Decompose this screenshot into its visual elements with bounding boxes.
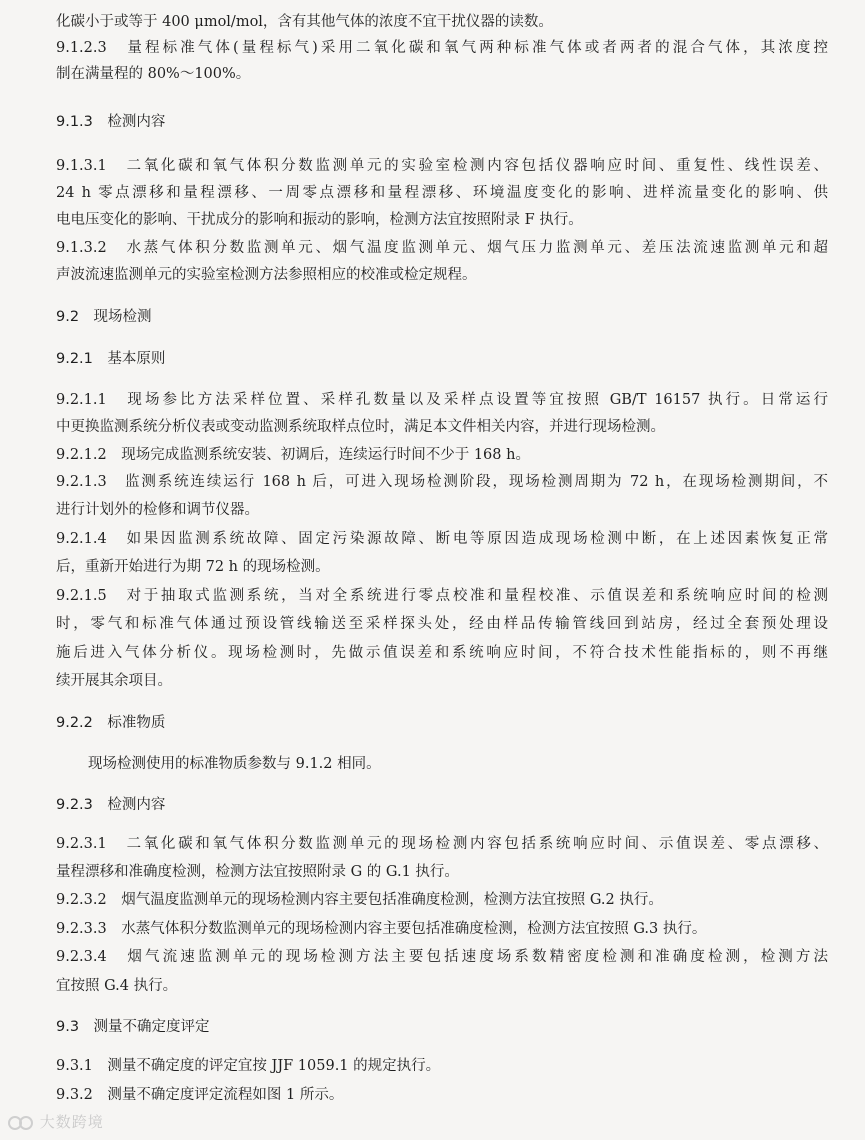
text-line: 24 h 零点漂移和量程漂移、一周零点漂移和量程漂移、环境温度变化的影响、进样流量变化的影响、供 bbox=[56, 185, 828, 201]
text-line: 量程漂移和准确度检测，检测方法宜按照附录 G 的 G.1 执行。 bbox=[56, 864, 459, 880]
text-line: 化碳小于或等于 400 μmol/mol，含有其他气体的浓度不宜干扰仪器的读数。 bbox=[56, 14, 553, 30]
clause-line: 9.2.1.3 监测系统连续运行 168 h 后，可进入现场检测阶段，现场检测周期为 72 h，在现场检测期间，不 bbox=[56, 474, 828, 490]
text-line: 中更换监测系统分析仪表或变动监测系统取样点位时，满足本文件相关内容，并进行现场检测。 bbox=[56, 419, 665, 435]
section-heading: 9.2.3 检测内容 bbox=[56, 797, 166, 813]
text-line: 施后进入气体分析仪。现场检测时，先做示值误差和系统响应时间，不符合技术性能指标的，则不再继 bbox=[56, 645, 828, 661]
text-line: 电电压变化的影响、干扰成分的影响和振动的影响，检测方法宜按照附录 F 执行。 bbox=[56, 212, 583, 228]
clause-line: 9.1.2.3 量程标准气体(量程标气)采用二氧化碳和氧气两种标准气体或者两者的混合气体，其浓度控 bbox=[56, 40, 828, 56]
clause-line: 9.1.3.2 水蒸气体积分数监测单元、烟气温度监测单元、烟气压力监测单元、差压法流速监测单元和超 bbox=[56, 240, 828, 256]
text-line: 制在满量程的 80%～100%。 bbox=[56, 66, 251, 82]
clause-line: 9.2.1.2 现场完成监测系统安装、初调后，连续运行时间不少于 168 h。 bbox=[56, 447, 530, 463]
watermark-logo-icon bbox=[8, 1114, 34, 1132]
section-heading: 9.2.1 基本原则 bbox=[56, 351, 166, 367]
clause-line: 9.1.3.1 二氧化碳和氧气体积分数监测单元的实验室检测内容包括仪器响应时间、重复性、线性误差、 bbox=[56, 158, 828, 174]
text-line: 宜按照 G.4 执行。 bbox=[56, 978, 178, 994]
paragraph-line: 现场检测使用的标准物质参数与 9.1.2 相同。 bbox=[88, 756, 381, 772]
text-line: 声波流速监测单元的实验室检测方法参照相应的校准或检定规程。 bbox=[56, 267, 477, 283]
clause-line: 9.2.1.1 现场参比方法采样位置、采样孔数量以及采样点设置等宜按照 GB/T 16157 执行。日常运行 bbox=[56, 392, 828, 408]
clause-line: 9.3.1 测量不确定度的评定宜按 JJF 1059.1 的规定执行。 bbox=[56, 1058, 441, 1074]
clause-line: 9.2.3.2 烟气温度监测单元的现场检测内容主要包括准确度检测，检测方法宜按照 G.2 执行。 bbox=[56, 892, 663, 908]
clause-line: 9.2.3.3 水蒸气体积分数监测单元的现场检测内容主要包括准确度检测，检测方法宜按照 G.3 执行。 bbox=[56, 921, 707, 937]
section-heading: 9.3 测量不确定度评定 bbox=[56, 1019, 210, 1035]
text-line: 时，零气和标准气体通过预设管线输送至采样探头处，经由样品传输管线回到站房，经过全套预处理设 bbox=[56, 616, 828, 632]
section-heading: 9.2.2 标准物质 bbox=[56, 715, 166, 731]
text-line: 续开展其余项目。 bbox=[56, 673, 172, 689]
clause-line: 9.2.1.5 对于抽取式监测系统，当对全系统进行零点校准和量程校准、示值误差和系统响应时间的检测 bbox=[56, 588, 828, 604]
text-line: 进行计划外的检修和调节仪器。 bbox=[56, 502, 259, 518]
text-line: 后，重新开始进行为期 72 h 的现场检测。 bbox=[56, 559, 330, 575]
section-heading: 9.1.3 检测内容 bbox=[56, 114, 166, 130]
clause-line: 9.2.3.1 二氧化碳和氧气体积分数监测单元的现场检测内容包括系统响应时间、示值误差、零点漂移、 bbox=[56, 836, 828, 852]
section-heading: 9.2 现场检测 bbox=[56, 309, 152, 325]
watermark bbox=[8, 1111, 104, 1132]
clause-line: 9.2.3.4 烟气流速监测单元的现场检测方法主要包括速度场系数精密度检测和准确度检测，检测方法 bbox=[56, 949, 828, 965]
watermark-text: 大数跨境 bbox=[39, 1113, 104, 1131]
clause-line: 9.3.2 测量不确定度评定流程如图 1 所示。 bbox=[56, 1087, 344, 1103]
clause-line: 9.2.1.4 如果因监测系统故障、固定污染源故障、断电等原因造成现场检测中断，在上述因素恢复正常 bbox=[56, 531, 828, 547]
